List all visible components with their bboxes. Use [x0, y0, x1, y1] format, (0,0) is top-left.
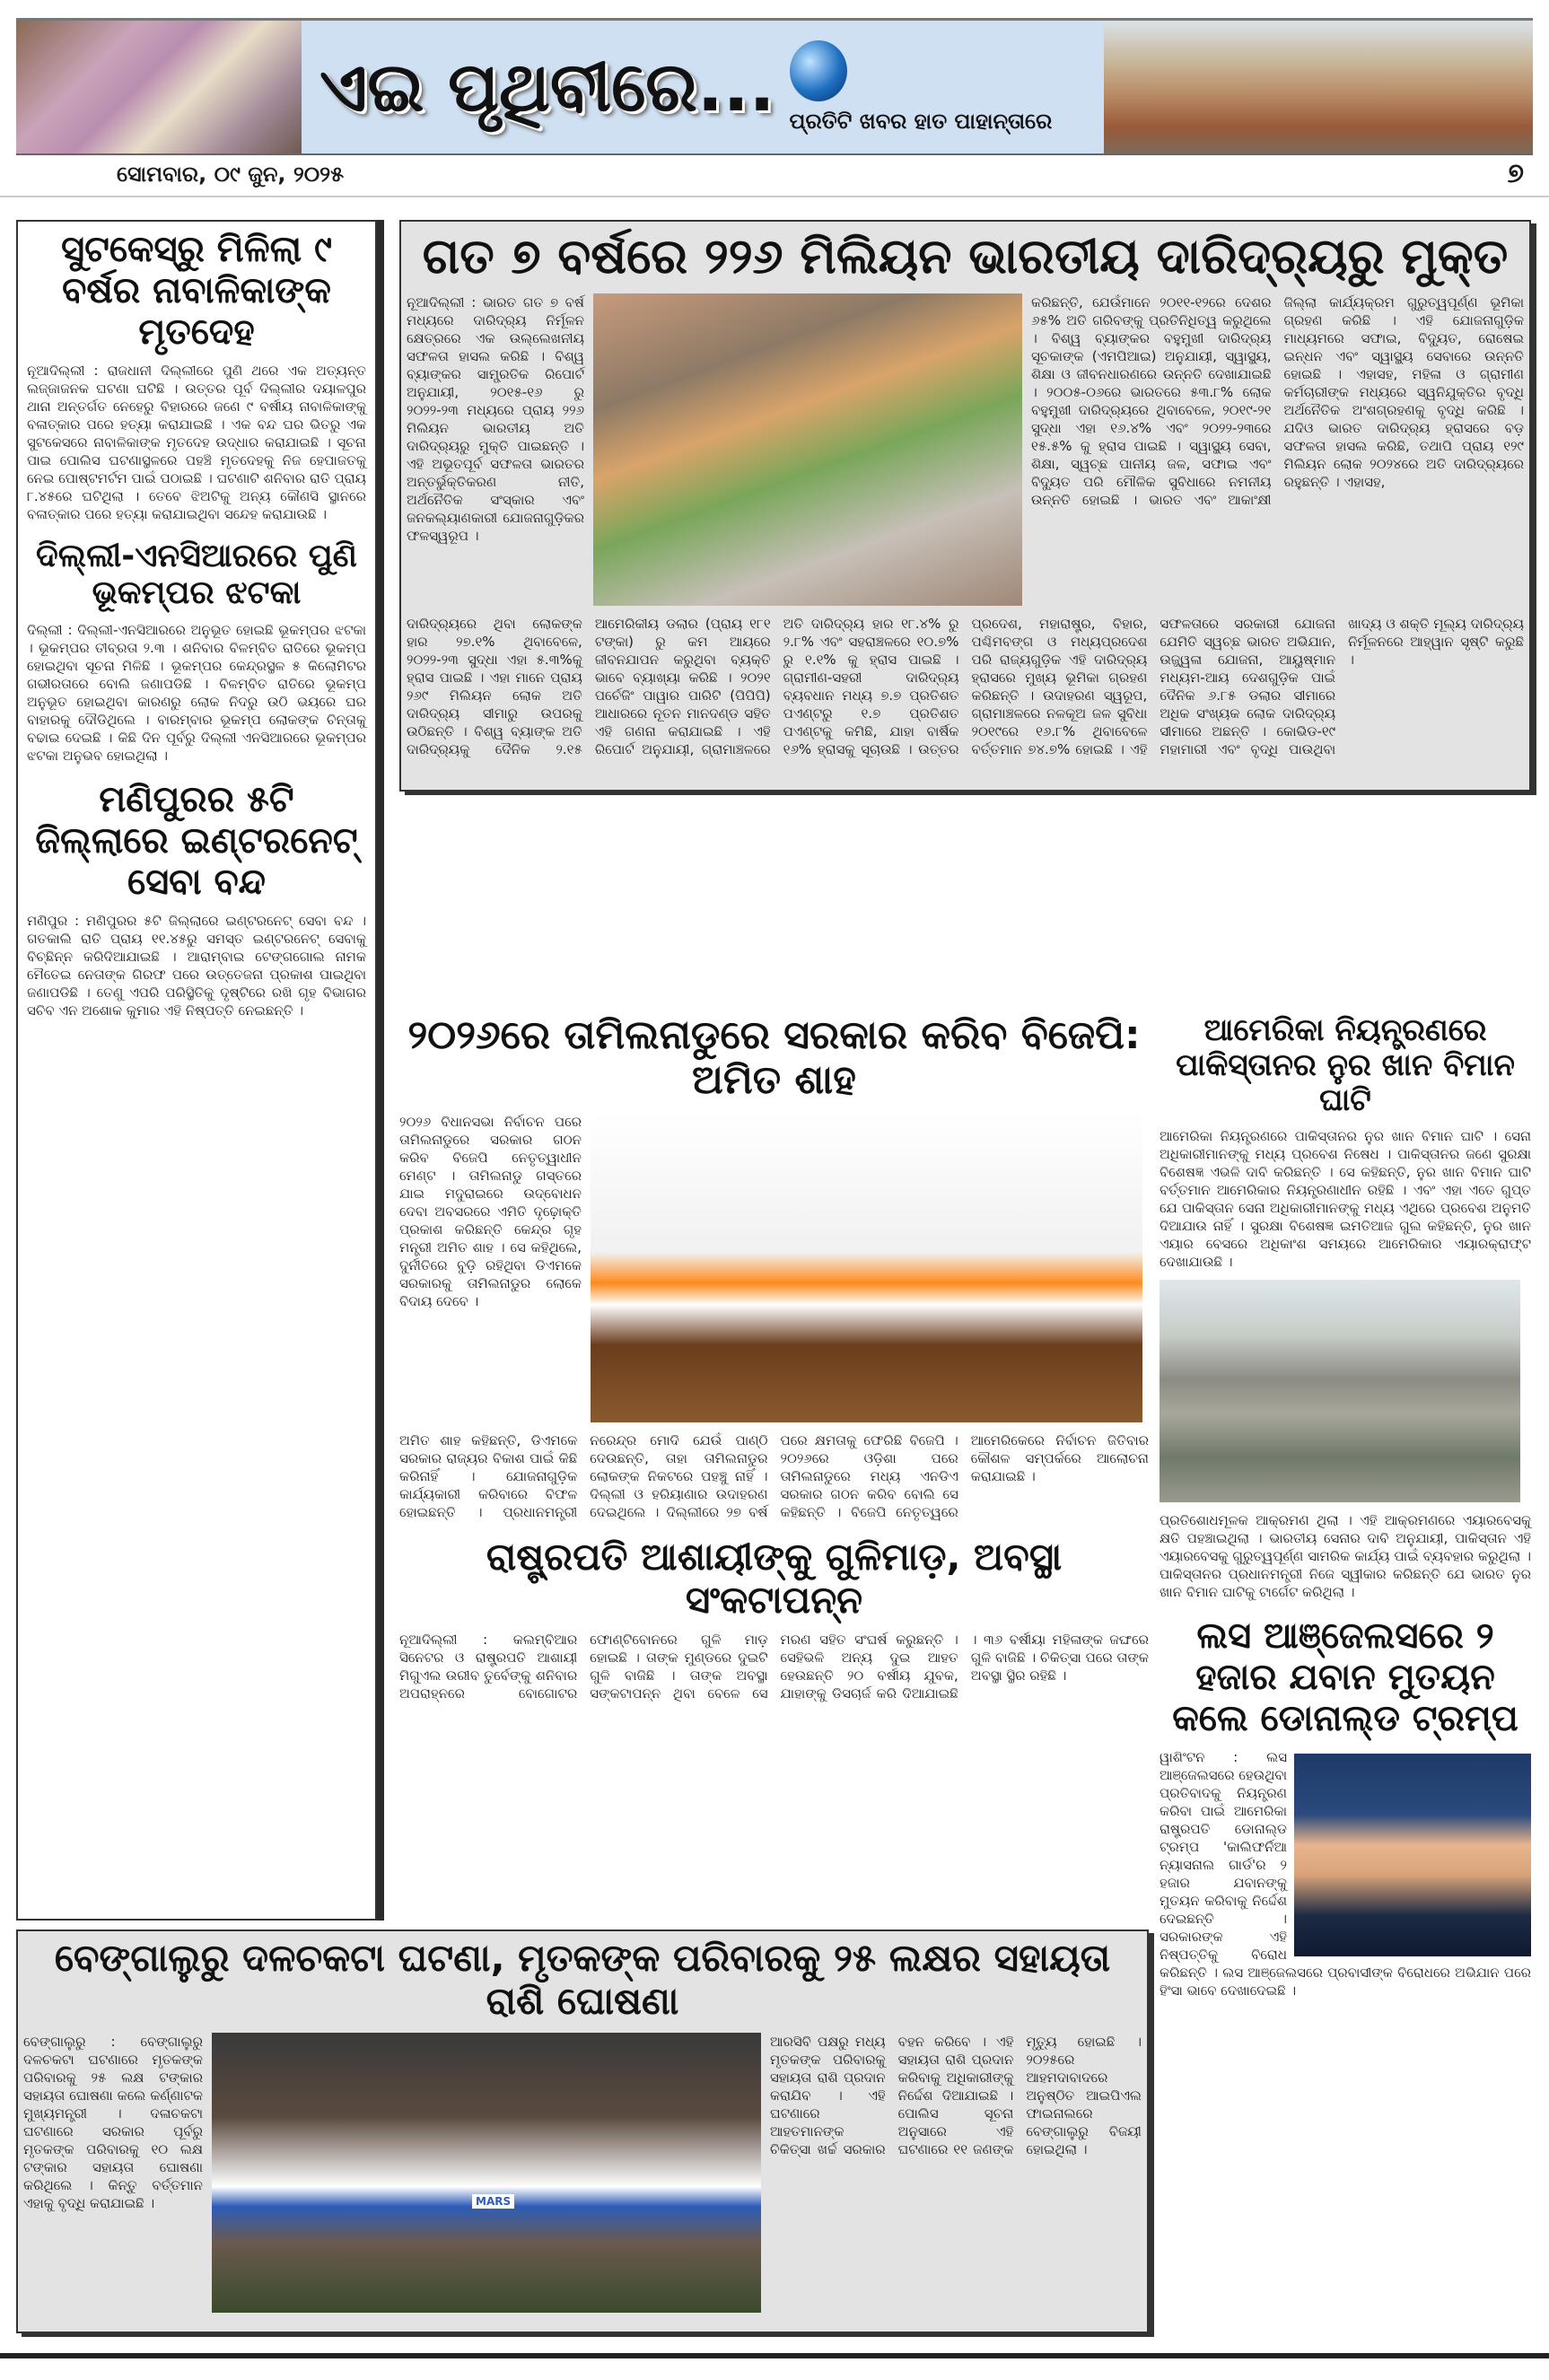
article-manipur-body: ମଣିପୁର : ମଣିପୁରର ୫ଟି ଜିଲ୍ଲାରେ ଇଣ୍ଟରନେଟ୍ ସେବା ବନ୍ଦ । ଗତକାଲି ରାତି ପ୍ରାୟ ୧୧.୪୫ରୁ ସମସ୍ତ ଇଣ୍ଟରନେଟ୍ ସେବାକୁ ବିଚ୍ଛିନ୍ନ କରିଦିଆଯାଇଛି । ଆରାମ୍ବାଇ ଟେଙ୍ଗଗୋଲ ନାମକ ମୈତେଇ ନେତାଙ୍କ ଗିରଫ ପରେ ଉତ୍ତେଜନା ପ୍ରକାଶ ପାଇଥିବା ଜଣାପଡିଛି । ତେଣୁ ଏପରି ପରିସ୍ଥିତିକୁ ଦୃଷ୍ଟିରେ ରଖି ଗୃହ ବିଭାଗର ସଚିବ ଏନ ଅଶୋକ କୁମାର ଏହି ନିଷ୍ପତ୍ତି ନେଇଛନ୍ତି ।	[27, 912, 366, 1019]
headline-poverty: ଗତ ୭ ବର୍ଷରେ ୨୨୬ ମିଲିୟନ ଭାରତୀୟ ଦାରିଦ୍ର୍ୟରୁ ମୁକ୍ତ	[422, 228, 1509, 284]
headline-manipur: ମଣିପୁରର ୫ଟି ଜିଲ୍ଲାରେ ଇଣ୍ଟରନେଟ୍ ସେବା ବନ୍ଦ	[35, 778, 358, 903]
article-trump	[1160, 1615, 1531, 1999]
ambulance-label: MARS	[472, 2194, 514, 2209]
poverty-top-row	[407, 293, 1524, 606]
middle-column	[399, 995, 1149, 1718]
parliament-photo	[1104, 21, 1533, 153]
children-poverty-photo	[593, 293, 1022, 606]
article-poverty-right: କରିଛନ୍ତି, ଯେଉଁମାନେ ୨୦୧୧-୧୨ରେ ଦେଶର ୬୫% ଅତି ଗରିବଙ୍କୁ ପ୍ରତିନିଧିତ୍ୱ କରୁଥିଲେ । ବିଶ୍ୱ ବ୍ୟାଙ୍କର ବହୁମୁଖୀ ଦାରିଦ୍ର୍ୟ ସୂଚକାଙ୍କ (ଏମପିଆଇ) ଅନୁଯାୟୀ, ସ୍ୱାସ୍ଥ୍ୟ, ଶିକ୍ଷା ଓ ଜୀବନଧାରଣରେ ଉନ୍ନତି ଦେଖାଯାଇଛି । ୨୦୦୫-୦୬ରେ ଭାରତରେ ୫୩.୮% ଲୋକ ବହୁମୁଖୀ ଦାରିଦ୍ର୍ୟରେ ଥିବାବେଳେ, ୨୦୧୯-୨୧ ସୁଦ୍ଧା ଏହା ୧୬.୪% ଏବଂ ୨୦୨୨-୨୩ରେ ୧୫.୫% କୁ ହ୍ରାସ ପାଇଛି । ସ୍ୱାସ୍ଥ୍ୟ ସେବା, ଶିକ୍ଷା, ସ୍ୱଚ୍ଛ ପାନୀୟ ଜଳ, ସଫାଇ ଏବଂ ବିଦ୍ୟୁତ ପରି ମୌଳିକ ସୁବିଧାରେ ନମନୀୟ ଉନ୍ନତି ହୋଇଛି । ଭାରତ ଏବଂ ଆକାଂକ୍ଷୀ ଜିଲ୍ଲା କାର୍ଯ୍ୟକ୍ରମ ଗୁରୁତ୍ୱପୂର୍ଣ୍ଣ ଭୂମିକା ଗ୍ରହଣ କରିଛି । ଏହି ଯୋଜନାଗୁଡ଼ିକ ମାଧ୍ୟମରେ ସଫାଇ, ବିଦ୍ୟୁତ, ରୋଷେଇ ଇନ୍ଧନ ଏବଂ ସ୍ୱାସ୍ଥ୍ୟ ସେବାରେ ଉନ୍ନତି ହୋଇଛି । ଏହାସହ, ମହିଳା ଓ ଗ୍ରାମୀଣ କର୍ମଚାରୀଙ୍କ ମଧ୍ୟରେ ସ୍ୱନିଯୁକ୍ତିର ବୃଦ୍ଧି ଅର୍ଥନୈତିକ ଅଂଶଗ୍ରହଣକୁ ବୃଦ୍ଧି କରିଛି । ଯଦିଓ ଭାରତ ଦାରିଦ୍ର୍ୟ ହ୍ରାସରେ ବଡ଼ ସଫଳତା ହାସଲ କରିଛି, ତଥାପି ପ୍ରାୟ ୧୨୯ ମିଲିୟନ ଲୋକ ୨୦୨୪ରେ ଅତି ଦାରିଦ୍ର୍ୟରେ ରହୁଛନ୍ତି । ଏହାସହ,	[1031, 294, 1524, 509]
article-pakistan-body-continued: ପ୍ରତିଶୋଧମୂଳକ ଆକ୍ରମଣ ଥିଲା । ଏହି ଆକ୍ରମଣରେ ଏୟାରବେସକୁ କ୍ଷତି ପହଞ୍ଚାଇଥିଲା । ଭାରତୀୟ ସେନାର ଦାବି ଅନୁଯାୟୀ, ପାକିସ୍ତାନ ଏହି ଏୟାରବେସକୁ ଗୁରୁତ୍ୱପୂର୍ଣ୍ଣ ସାମରିକ କାର୍ଯ୍ୟ ପାଇଁ ବ୍ୟବହାର କରୁଥିଲା । ପାକିସ୍ତାନର ପ୍ରଧାନମନ୍ତ୍ରୀ ନିଜେ ସ୍ୱୀକାର କରିଛନ୍ତି ଯେ ଭାରତ ନୁର ଖାନ ବିମାନ ଘାଟିକୁ ଟାର୍ଗେଟ କରିଥିଲା ।	[1160, 1511, 1531, 1600]
headline-president: ରାଷ୍ଟ୍ରପତି ଆଶାୟୀଙ୍କୁ ଗୁଳିମାଡ଼, ଅବସ୍ଥା ସଂକଟାପନ୍ନ	[486, 1534, 1063, 1623]
article-amit-shah-body: ଅମିତ ଶାହ କହିଛନ୍ତି, ଡିଏମକେ ସରକାର ରାଜ୍ୟର ବିକାଶ ପାଇଁ କିଛି କରିନାହିଁ । ଯୋଜନାଗୁଡ଼ିକ କାର୍ଯ୍ୟକାରୀ କରିବାରେ ବିଫଳ ହୋଇଛନ୍ତି । ପ୍ରଧାନମନ୍ତ୍ରୀ ନରେନ୍ଦ୍ର ମୋଦି ଯେଉଁ ପାଣ୍ଠି ଦେଉଛନ୍ତି, ତାହା ତାମିଲନାଡୁର ଲୋକଙ୍କ ନିକଟରେ ପହଞ୍ଚୁ ନାହିଁ । ଦିଲ୍ଲୀ ଓ ହରିୟାଣାର ଉଦାହରଣ ଦେଇଥିଲେ । ଦିଲ୍ଲୀରେ ୨୭ ବର୍ଷ ପରେ କ୍ଷମତାକୁ ଫେରିଛି ବିଜେପି । ୨୦୨୬ରେ ଓଡ଼ିଶା ପରେ ତାମିଲନାଡୁରେ ମଧ୍ୟ ଏନଡିଏ ସରକାର ଗଠନ କରିବ ବୋଲି ସେ କହିଛନ୍ତି । ବିଜେପି ନେତୃତ୍ୱରେ ଆମେରିକେରେ ନିର୍ବାଚନ ଜିତିବାର କୌଶଳ ସମ୍ପର୍କରେ ଆଲୋଚନା କରାଯାଇଛି ।	[399, 1431, 1149, 1520]
masthead-right	[790, 40, 1053, 134]
poverty-story	[399, 220, 1531, 792]
footer-rule	[0, 2353, 1549, 2358]
article-delhi-quake	[27, 538, 366, 765]
headline-pakistan: ଆମେରିକା ନିୟନ୍ତ୍ରଣରେ ପାକିସ୍ତାନର ନୁର ଖାନ ବିମାନ ଘାଟି	[1176, 1011, 1515, 1118]
article-president-body: ନୂଆଦିଲ୍ଲୀ : କଲମ୍ବିଆର ସିନେଟର ଓ ରାଷ୍ଟ୍ରପତି ଆଶାୟୀ ମିଗୁଏଲ ଉରୀବ ତୁର୍ବେଙ୍କୁ ଶନିବାର ଅପରାହ୍ନରେ ବୋଗୋଟର ଫୋଣ୍ଟିବୋନରେ ଗୁଳି ମାଡ଼ ହୋଇଛି । ତାଙ୍କ ମୁଣ୍ଡରେ ଦୁଇଟି ଗୁଳି ବାଜିଛି । ତାଙ୍କ ଅବସ୍ଥା ସଙ୍କଟାପନ୍ନ ଥିବା ବେଳେ ସେ ମରଣ ସହିତ ସଂଘର୍ଷ କରୁଛନ୍ତି । ସେହିଭଳି ଅନ୍ୟ ଦୁଇ ଆହତ ହେଉଛନ୍ତି ୨୦ ବର୍ଷୀୟ ଯୁବକ, ଯାହାଙ୍କୁ ଡିସଚାର୍ଜ କରି ଦିଆଯାଇଛି । ୩୬ ବର୍ଷୀୟା ମହିଳାଙ୍କ ଜଙ୍ଘରେ ଗୁଳି ବାଜିଛି । ଚିକିତ୍ସା ପରେ ତାଙ୍କ ଅବସ୍ଥା ସ୍ଥିର ରହିଛି ।	[399, 1632, 1149, 1702]
article-poverty-lead: ନୂଆଦିଲ୍ଲୀ : ଭାରତ ଗତ ୭ ବର୍ଷ ମଧ୍ୟରେ ଦାରିଦ୍ର୍ୟ ନିର୍ମୂଳନ କ୍ଷେତ୍ରରେ ଏକ ଉଲ୍ଲେଖନୀୟ ସଫଳତା ହାସଲ କରିଛି । ବିଶ୍ୱ ବ୍ୟାଙ୍କର ସାମ୍ପ୍ରତିକ ରିପୋର୍ଟ ଅନୁଯାୟୀ, ୨୦୧୫-୧୬ ରୁ ୨୦୨୨-୨୩ ମଧ୍ୟରେ ପ୍ରାୟ ୨୨୬ ମିଲିୟନ ଭାରତୀୟ ଅତି ଦାରିଦ୍ର୍ୟରୁ ମୁକ୍ତି ପାଇଛନ୍ତି । ଏହି ଅଭୂତପୂର୍ବ ସଫଳତା ଭାରତର ଅନ୍ତର୍ଭୁକ୍ତିକରଣ ନୀତି, ଅର୍ଥନୈତିକ ସଂସ୍କାର ଏବଂ ଜନକଲ୍ୟାଣକାରୀ ଯୋଜନାଗୁଡ଼ିକର ଫଳସ୍ୱରୂପ ।	[407, 294, 584, 545]
trump-photo	[1294, 1754, 1531, 1956]
newspaper-tagline: ପ୍ରତିଟି ଖବର ହାତ ପାହାନ୍ତାରେ	[789, 109, 1053, 134]
article-trump-body: ୱାଶିଂଟନ : ଲସ ଆଞ୍ଜେଲସରେ ହେଉଥିବା ପ୍ରତିବାଦକୁ ନିୟନ୍ତ୍ରଣ କରିବା ପାଇଁ ଆମେରିକା ରାଷ୍ଟ୍ରପତି ଡୋନାଲ୍ଡ ଟ୍ରମ୍ପ 'କାଲିଫର୍ନିଆ ନ୍ୟାସନାଲ ଗାର୍ଡ'ର ୨ ହଜାର ଯବାନଙ୍କୁ ମୁତୟନ କରିବାକୁ ନିର୍ଦ୍ଦେଶ ଦେଇଛନ୍ତି । ସରକାରଙ୍କ ଏହି ନିଷ୍ପତ୍ତିକୁ ବିରୋଧ କରିଛନ୍ତି । ଲସ ଆଞ୍ଜେଲସରେ ପ୍ରବାସୀଙ୍କ ବିରୋଧରେ ଅଭିଯାନ ପରେ ହିଂସା ଭାବେ ଦେଖାଦେଇଛି ।	[1160, 1748, 1531, 1999]
airbase-photo	[1160, 1280, 1520, 1502]
page-number: ୭	[1507, 158, 1524, 189]
article-bengaluru-lead: ବେଙ୍ଗାଲୁରୁ : ବେଙ୍ଗାଲୁରୁ ଦଳଚକଟା ଘଟଣାରେ ମୃତକଙ୍କ ପରିବାରକୁ ୨୫ ଲକ୍ଷ ଟଙ୍କାର ସହାୟତା ଘୋଷଣା କଲେ କର୍ଣ୍ଣାଟକ ମୁଖ୍ୟମନ୍ତ୍ରୀ । ଦଳାଚକଟା ଘଟଣାରେ ସରକାର ପୂର୍ବରୁ ମୃତକଙ୍କ ପରିବାରକୁ ୧୦ ଲକ୍ଷ ଟଙ୍କାର ସହାୟତା ଘୋଷଣା କରିଥିଲେ । କିନ୍ତୁ ବର୍ତ୍ତମାନ ଏହାକୁ ବୃଦ୍ଧି କରାଯାଇଛି ।	[23, 2033, 203, 2211]
header-divider	[0, 196, 1549, 197]
headline-amit-shah: ୨୦୨୬ରେ ତାମିଲନାଡୁରେ ସରକାର କରିବ ବିଜେପି: ଅମିତ ଶାହ	[407, 1011, 1141, 1104]
money-photo	[16, 21, 302, 153]
stampede-crowd-photo	[212, 2033, 761, 2313]
bengaluru-story	[16, 1929, 1149, 2333]
article-amit-shah	[399, 1013, 1149, 1521]
masthead-center	[302, 21, 1104, 153]
article-pakistan-body: ଆମେରିକା ନିୟନ୍ତ୍ରଣରେ ପାକିସ୍ତାନର ନୁର ଖାନ ବିମାନ ଘାଟି । ସେନା ଅଧିକାରୀମାନଙ୍କୁ ମଧ୍ୟ ପ୍ରବେଶ ନିଷେଧ । ପାକିସ୍ତାନର ଜଣେ ସୁରକ୍ଷା ବିଶେଷଜ୍ଞ ଏଭଳି ଦାବି କରିଛନ୍ତି । ସେ କହିଛନ୍ତି, ନୁର ଖାନ ବିମାନ ଘାଟି ବର୍ତ୍ତମାନ ଆମେରିକାର ନିୟନ୍ତ୍ରଣାଧୀନ ରହିଛି । ଏବଂ ଏହା ଏତେ ଗୁପ୍ତ ଯେ ପାକିସ୍ତାନ ସେନା ଅଧିକାରୀମାନଙ୍କୁ ମଧ୍ୟ ଏଥିରେ ପ୍ରବେଶ ଅନୁମତି ଦିଆଯାଉ ନାହିଁ । ସୁରକ୍ଷା ବିଶେଷଜ୍ଞ ଇମତିଆଜ ଗୁଲ କହିଛନ୍ତି, ନୁର ଖାନ ଏୟାର ବେସରେ ଅଧିକାଂଶ ସମୟରେ ଆମେରିକାର ଏୟାରକ୍ରାଫ୍ଟ ଦେଖାଯାଉଛି ।	[1160, 1127, 1531, 1270]
amit-shah-top-row	[399, 1113, 1149, 1422]
amit-shah-speech-photo	[591, 1113, 1142, 1422]
article-bengaluru-body: ଆରସିବି ପକ୍ଷରୁ ମଧ୍ୟ ମୃତକଙ୍କ ପରିବାରକୁ ସହାୟତା ରାଶି ପ୍ରଦାନ କରାଯିବ । ଏହି ଘଟଣାରେ ଆହତମାନଙ୍କ ଚିକିତ୍ସା ଖର୍ଚ୍ଚ ସରକାର ବହନ କରିବେ । ଏହି ସହାୟତା ରାଶି ପ୍ରଦାନ କରିବାକୁ ଅଧିକାରୀଙ୍କୁ ନିର୍ଦ୍ଦେଶ ଦିଆଯାଇଛି । ପୋଲିସ ସୂଚନା ଅନୁସାରେ ଏହି ଘଟଣାରେ ୧୧ ଜଣଙ୍କ ମୃତ୍ୟୁ ହୋଇଛି । ୨୦୨୫ରେ ଆହମଦାବାଦରେ ଅନୁଷ୍ଠିତ ଆଇପିଏଲ ଫାଇନାଲରେ ବେଙ୍ଗାଲୁରୁ ବିଜୟୀ ହୋଇଥିଲା ।	[770, 2033, 1142, 2157]
article-amit-shah-lead: ୨୦୨୬ ବିଧାନସଭା ନିର୍ବାଚନ ପରେ ତାମିଲନାଡୁରେ ସରକାର ଗଠନ କରିବ ବିଜେପି ନେତୃତ୍ୱାଧୀନ ମେଣ୍ଟ । ତାମିଲନାଡୁ ଗସ୍ତରେ ଯାଇ ମଦୁରାଇରେ ଉଦ୍‌ବୋଧନ ଦେବା ଅବସରରେ ଏମିତି ଦୃଢ଼ୋକ୍ତି ପ୍ରକାଶ କରିଛନ୍ତି କେନ୍ଦ୍ର ଗୃହ ମନ୍ତ୍ରୀ ଅମିତ ଶାହ । ସେ କହିଥିଲେ, ଦୁର୍ନୀତିରେ ବୁଡ଼ି ରହିଥିବା ଡିଏମକେ ସରକାରକୁ ତାମିଲନାଡୁର ଲୋକେ ବିଦାୟ ଦେବେ ।	[399, 1113, 582, 1309]
headline-bengaluru: ବେଙ୍ଗାଲୁରୁ ଦଳଚକଟା ଘଟଣା, ମୃତକଙ୍କ ପରିବାରକୁ ୨୫ ଲକ୍ଷର ସହାୟତା ରାଶି ଘୋଷଣା	[54, 1936, 1111, 2024]
headline-delhi-quake: ଦିଲ୍ଲୀ-ଏନସିଆରରେ ପୁଣି ଭୂକମ୍ପର ଝଟକା	[36, 538, 357, 612]
right-column	[1160, 995, 1531, 2014]
globe-icon	[790, 40, 847, 101]
issue-date: ସୋମବାର, ୦୯ ଜୁନ, ୨୦୨୫	[117, 162, 345, 187]
article-suitcase-body: ନୂଆଦିଲ୍ଲୀ : ରାଜଧାନୀ ଦିଲ୍ଲୀରେ ପୁଣି ଥରେ ଏକ ଅତ୍ୟନ୍ତ ଲଜ୍ଜାଜନକ ଘଟଣା ଘଟିଛି । ଉତ୍ତର ପୂର୍ବ ଦିଲ୍ଲୀର ଦୟାଳପୁର ଥାନା ଅନ୍ତର୍ଗତ ନେହେରୁ ବିହାରରେ ଜଣେ ୯ ବର୍ଷୀୟ ନାବାଳିକାଙ୍କୁ ବଳାତ୍କାର ପରେ ହତ୍ୟା କରାଯାଇଛି । ଏକ ବନ୍ଦ ଘର ଭିତରୁ ଏକ ସୁଟକେସରେ ନାବାଳିକାଙ୍କ ମୃତଦେହ ଉଦ୍ଧାର କରାଯାଇଛି । ସୂଚନା ପାଇ ପୋଲିସ ଘଟଣାସ୍ଥଳରେ ପହଞ୍ଚି ମୃତଦେହକୁ ନିଜ ହେପାଜତକୁ ନେଇ ପୋଷ୍ଟମର୍ଟମ ପାଇଁ ପଠାଇଛି । ଘଟଣାଟି ଶନିବାର ରାତି ପ୍ରାୟ ୮.୪୫ରେ ଘଟିଥିଲା । ତେବେ ଝିଅଟିକୁ ଅନ୍ୟ କୌଣସି ସ୍ଥାନରେ ବଳାତ୍କାର ପରେ ହତ୍ୟା କରାଯାଇଥିବା ସନ୍ଦେହ କରାଯାଉଛି ।	[27, 363, 366, 522]
article-president	[399, 1536, 1149, 1703]
newspaper-title: ଏଇ ପୃଥିବୀରେ...	[319, 46, 775, 127]
article-pakistan	[1160, 1013, 1531, 1601]
page-grid	[16, 220, 1531, 2333]
article-suitcase	[27, 229, 366, 523]
article-manipur	[27, 779, 366, 1019]
left-column	[16, 220, 377, 1921]
article-poverty-bottom: ଦାରିଦ୍ର୍ୟରେ ଥିବା ଲୋକଙ୍କ ହାର ୨୭.୧% ଥିବାବେଳେ, ୨୦୨୨-୨୩ ସୁଦ୍ଧା ଏହା ୫.୩%କୁ ହ୍ରାସ ପାଇଛି । ଏହା ମାନେ ପ୍ରାୟ ୨୬୯ ମିଲିୟନ ଲୋକ ଅତି ଦାରିଦ୍ର୍ୟ ସୀମାରୁ ଉପରକୁ ଉଠିଛନ୍ତି । ବିଶ୍ୱ ବ୍ୟାଙ୍କ ଅତି ଦାରିଦ୍ର୍ୟକୁ ଦୈନିକ ୨.୧୫ ଆମେରିକୀୟ ଡଲାର (ପ୍ରାୟ ୧୮୧ ଟଙ୍କା) ରୁ କମ ଆୟରେ ଜୀବନଯାପନ କରୁଥିବା ବ୍ୟକ୍ତି ଭାବେ ବ୍ୟାଖ୍ୟା କରିଛି । ୨୦୨୧ ପର୍ଚେଜିଂ ପାୱାର ପାରିଟି (ପିପିପି) ଆଧାରରେ ନୂତନ ମାନଦଣ୍ଡ ସହିତ ଏହି ଗଣନା କରାଯାଇଛି । ଏହି ରିପୋର୍ଟ ଅନୁଯାୟୀ, ଗ୍ରାମାଞ୍ଚଳରେ ଅତି ଦାରିଦ୍ର୍ୟ ହାର ୧୮.୪% ରୁ ୨.୮% ଏବଂ ସହରାଞ୍ଚଳରେ ୧୦.୭% ରୁ ୧.୧% କୁ ହ୍ରାସ ପାଇଛି । ଗ୍ରାମୀଣ-ସହରୀ ଦାରିଦ୍ର୍ୟ ବ୍ୟବଧାନ ମଧ୍ୟ ୭.୭ ପ୍ରତିଶତ ପଏଣ୍ଟରୁ ୧.୭ ପ୍ରତିଶତ ପଏଣ୍ଟକୁ କମିଛି, ଯାହା ବାର୍ଷିକ ୧୬% ହ୍ରାସକୁ ସୂଚାଉଛି । ଉତ୍ତର ପ୍ରଦେଶ, ମହାରାଷ୍ଟ୍ର, ବିହାର, ପଶ୍ଚିମବଙ୍ଗ ଓ ମଧ୍ୟପ୍ରଦେଶ ପରି ରାଜ୍ୟଗୁଡ଼ିକ ଏହି ଦାରିଦ୍ର୍ୟ ହ୍ରାସରେ ମୁଖ୍ୟ ଭୂମିକା ଗ୍ରହଣ କରିଛନ୍ତି । ଉଦାହରଣ ସ୍ୱରୂପ, ଗ୍ରାମାଞ୍ଚଳରେ ନଳକୂଅ ଜଳ ସୁବିଧା ୨୦୧୯ରେ ୧୬.୮% ଥିବାବେଳେ ବର୍ତ୍ତମାନ ୭୪.୭% ହୋଇଛି । ଏହି ସଫଳତାରେ ସରକାରୀ ଯୋଜନା ଯେମିତି ସ୍ୱଚ୍ଛ ଭାରତ ଅଭିଯାନ, ଉଜ୍ଜ୍ୱଳା ଯୋଜନା, ଆୟୁଷ୍ମାନ ମଧ୍ୟମ-ଆୟ ଦେଶଗୁଡ଼ିକ ପାଇଁ ଦୈନିକ ୬.୮୫ ଡଲାର ସୀମାରେ ଅଧିକ ସଂଖ୍ୟକ ଲୋକ ଦାରିଦ୍ର୍ୟ ସୀମାରେ ଅଛନ୍ତି । କୋଭିଡ-୧୯ ମହାମାରୀ ଏବଂ ବୃଦ୍ଧି ପାଉଥିବା ଖାଦ୍ୟ ଓ ଶକ୍ତି ମୂଲ୍ୟ ଦାରିଦ୍ର୍ୟ ନିର୍ମୂଳନରେ ଆହ୍ୱାନ ସୃଷ୍ଟି କରୁଛି ।	[407, 616, 1524, 758]
masthead	[16, 18, 1533, 155]
bengaluru-row	[23, 2033, 1142, 2313]
headline-suitcase: ସୁଟକେସ୍‌ରୁ ମିଳିଲା ୯ ବର୍ଷର ନାବାଳିକାଙ୍କ ମୃତଦେହ	[61, 229, 332, 353]
article-delhi-quake-body: ଦିଲ୍ଲୀ : ଦିଲ୍ଲୀ-ଏନସିଆରରେ ଅନୁଭୂତ ହୋଇଛି ଭୂକମ୍ପର ଝଟକା । ଭୂକମ୍ପର ତୀବ୍ରତା ୨.୩ । ଶନିବାର ବିଳମ୍ବିତ ରାତିରେ ଭୂକମ୍ପ ହୋଇଥିବା ସୂଚନା ମିଳିଛି । ଭୂକମ୍ପର କେନ୍ଦ୍ରସ୍ଥଳ ୫ କିଲୋମିଟର ଗଭୀରତାରେ ବୋଲି ଜଣାପଡିଛି । ବିଳମ୍ବିତ ରାତିରେ ଭୂକମ୍ପ ଅନୁଭୂତ ହୋଇଥିବା କାରଣରୁ ଲୋକ ନିଦରୁ ଉଠି ଭୟରେ ଘର ବାହାରକୁ ଦୌଡିଥିଲେ । ବାରମ୍ବାର ଭୂକମ୍ପ ଲୋକଙ୍କ ଚିନ୍ତାକୁ ବଢାଇ ଦେଇଛି । କିଛି ଦିନ ପୂର୍ବରୁ ଦିଲ୍ଲୀ ଏନସିଆରରେ ଭୂକମ୍ପର ଝଟକା ଅନୁଭବ ହୋଇଥିଲା ।	[27, 621, 366, 764]
headline-trump: ଲସ ଆଞ୍ଜେଲସରେ ୨ ହଜାର ଯବାନ ମୁତୟନ କଲେ ଡୋନାଲ୍ଡ ଟ୍ରମ୍ପ	[1172, 1614, 1518, 1739]
